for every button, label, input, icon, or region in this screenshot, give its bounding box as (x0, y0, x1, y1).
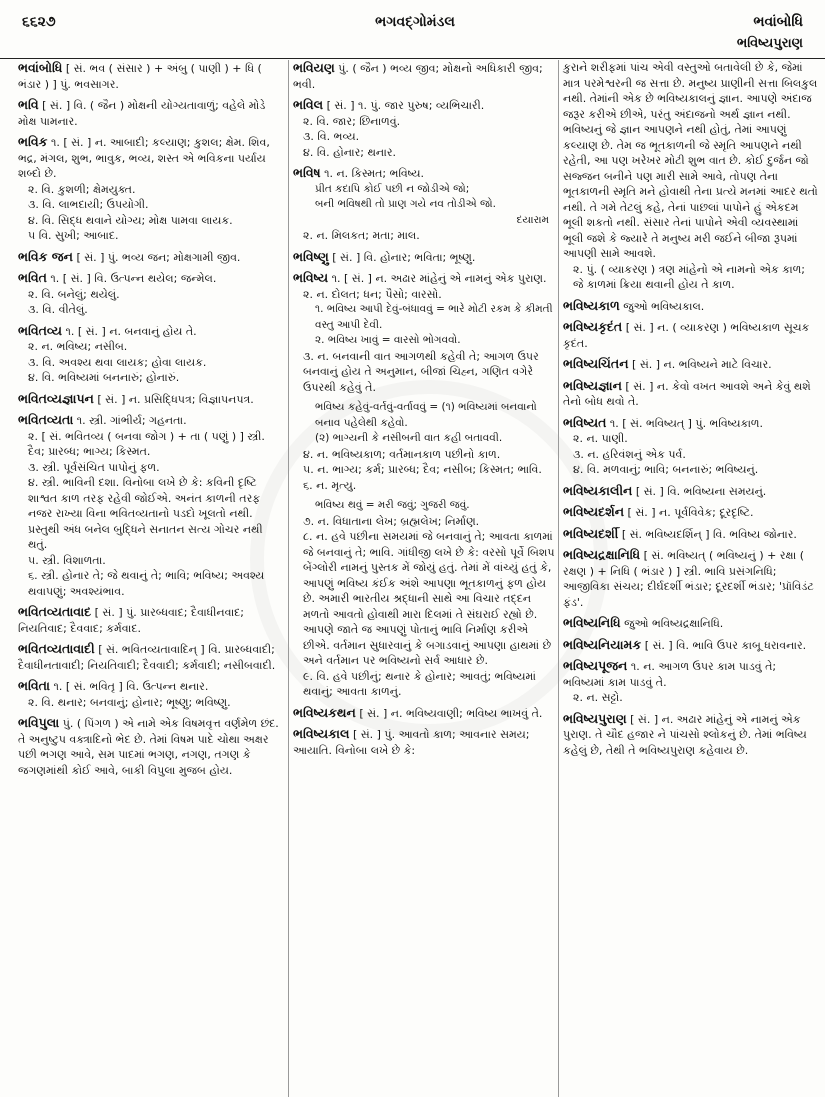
headword: ભવિષ્યકાલ (293, 726, 350, 741)
quotation: ૨. ભવિષ્ય ખાવું = વારસો ભોગવવો. (315, 334, 461, 346)
guide-word-last: ભવિષ્યપુરાણ (736, 36, 803, 51)
headword: ભવિષ્યદ્રક્ષાનિધિ (563, 547, 641, 562)
definition: ૧. [ સં. ] ન. આબાદી; કલ્યાણ; કુશલ; ક્ષેમ. શિવ, ભદ્ર, મંગલ, શુભ, ભાવુક, ભવ્ય, શસ્ત એ ભવિકના પર્યાય શબ્દો છે. (18, 136, 270, 180)
dictionary-entry (293, 498, 555, 700)
entry-line (563, 637, 818, 654)
entry-line (563, 658, 818, 690)
entry-line (293, 60, 555, 92)
sense: ૨. ન. ભવિષ્ય; નસીબ. (28, 340, 128, 353)
definition: [ સં. ] વિ. ભવિષ્યના સમયનું. (635, 484, 767, 498)
definition: [ સં. ભવ ( સંસાર ) + અંબુ ( પાણી ) + ધિ ( ભંડાર ) ] પું. ભવસાગર. (18, 62, 262, 91)
entry-line (18, 412, 280, 429)
dictionary-entry (18, 391, 280, 408)
column-1 (18, 60, 280, 1097)
sense: ૫. ન. ભાગ્ય; કર્મ; પ્રારબ્ધ; દૈવ; નસીબ; કિસ્મત; ભાવિ. (303, 463, 542, 476)
entry-line (293, 705, 555, 722)
definition: ૧. ન. આગળ ઉપર કામ પાડવું તે; ભવિષ્યમાં કામ પાડવું તે. (563, 660, 777, 689)
guide-word-first: ભવાંબોધિ (753, 14, 803, 30)
definition: [ સં. ] ન. અઢાર માંહેનું એ નામનું એક પુરાણ. તે ચૌદ હજાર ને પાંચસો શ્લોકનું છે. તેમાં ભવિષ્ય કહેલું છે, તેથી તે ભવિષ્યપુરાણ કહેવાય છે. (563, 712, 807, 757)
entry-line (563, 356, 818, 373)
entry-line (18, 678, 280, 695)
dictionary-entry (293, 270, 555, 395)
entry-line (18, 270, 280, 287)
definition: ૧. [ સં. ] વિ. ઉત્પન્ન થયેલ; જન્મેલ. (50, 272, 217, 285)
entry-line (18, 249, 280, 266)
headword: ભવિતવ્યતાવાદ (18, 604, 92, 619)
sense: ૩. ન. બનવાની વાત આગળથી કહેવી તે; આગળ ઉપર બનવાનું હોય તે અનુમાન, બીજાં ચિહ્ન, ગણિત વગેરે ઉપરથી કહેવું તે. (303, 349, 539, 394)
sense: ૨. વિ. કુશળી; ક્ષેમયુક્ત. (28, 182, 136, 196)
entry-line (563, 415, 818, 432)
headword: ભવિક જન (18, 248, 73, 264)
entry-line (18, 641, 280, 673)
dictionary-entry (18, 249, 280, 266)
sense: ૨. ન. દોલત; ધન; પૈસો; વારસો. (303, 287, 442, 301)
sense: ૫ વિ. સુખી; આબાદ. (28, 229, 119, 242)
entry-line (293, 249, 555, 266)
quotation: બની ભવિષથી તો પ્રાણ ગયે નવ તોડીએ જો. (315, 198, 496, 210)
sense: ૨. [ સં. ભવિતવ્ય ( બનવા જોગ ) + તા ( પણું ) ] સ્ત્રી. દૈવ; પ્રારબ્ધ; ભાગ્ય; કિસ્મત. (28, 429, 265, 458)
dictionary-entry (18, 604, 280, 636)
headword: ભવિતવ્યતાવાદી (18, 641, 95, 656)
quotation: (૨) ભાગ્યની કે નસીબની વાત કહી બતાવવી. (315, 432, 503, 444)
sense: ૩. વિ. વીતેલું. (28, 303, 88, 316)
entry-line (563, 483, 818, 500)
headword: ભવિષ્યનિયામક (563, 636, 642, 652)
dictionary-entry (293, 400, 555, 493)
dictionary-entry (293, 705, 555, 722)
entry-line (563, 711, 818, 759)
dictionary-entry (18, 134, 280, 244)
sense: ૫. સ્ત્રી. વિશાળતા. (28, 553, 106, 567)
page-number: ૬૬૨૭ (22, 14, 56, 30)
sense: ૭. ન. વિધાતાના લેખ; બ્રહ્મલેખ; નિર્માણ. (303, 514, 480, 528)
headword: ભવિષ્યનિધિ (563, 615, 621, 630)
definition: જુઓ ભવિષ્યકાલ. (623, 299, 705, 313)
entry-line (18, 715, 280, 778)
sense: ૩. વિ. અવશ્ય થવા લાયક; હોવા લાયક. (28, 355, 207, 369)
dictionary-entry (293, 726, 555, 758)
definition: ૧. સ્ત્રી. ગાંભીર્ય; ગહનતા. (76, 414, 187, 427)
sense: ૨. વિ. બનેલું; થયેલું. (28, 287, 120, 301)
headword: ભવિ (18, 97, 39, 112)
sense: ૪. વિ. મળવાનું; ભાવિ; બનનારું; ભવિષ્યનું. (573, 463, 759, 476)
definition: [ સં. ] વિ. ભાવિ ઉપર કાબૂ ધરાવનાર. (644, 638, 807, 652)
definition: [ સં. ] ૧. પું. જાર પુરુષ; વ્યભિચારી. (326, 99, 485, 112)
definition: [ સં. ] વિ. હોનાર; ભવિતા; ભૂષ્ણુ. (332, 250, 476, 264)
dictionary-entry (18, 715, 280, 778)
headword: ભવિષ્યકાલીન (563, 482, 633, 498)
entry-line (18, 97, 280, 129)
column-2 (288, 60, 555, 1097)
definition: કુરાને શરીફમાં પાંચ એવી વસ્તુઓ બતાવેલી છે કે, જેમાં માત્ર પરમેશ્વરની જ સત્તા છે. મનુષ્ય પ્રાણીની સત્તા બિલકુલ નથી. તેમાંની એક છે ભવિષ્યકાલનું જ્ઞાન. આપણે અંદાજ જરૂર કરીએ છીએ, પરંતુ અંદાજનો અર્થ જ્ઞાન નથી. ભવિષ્યનું જે જ્ઞાન આપણને નથી હોતું, તેમાં આપણું કલ્યાણ છે. તેમ જ ભૂતકાળની જે સ્મૃતિ આપણને નથી રહેતી, આ પણ ખરેખર મોટી શુભ વાત છે. કોઈ દુર્જન જો સજ્જન બનીને પણ મારી સામે આવે, તોપણ તેના ભૂતકાળની સ્મૃતિ મને હોવાથી તેના પ્રત્યે મનમાં આદર થતો નથી. તે ગમે તેટલું કહે, તેનાં પાછલાં પાપોને હું એકદમ ભૂલી શકતો નથી. સંસાર તેનાં પાપોને એવી વ્યવસ્થામાં ભૂલી જશે કે જ્યારે તે મનુષ્ય મરી જઈને બીજા રૂપમાં આપણી સામે આવશે. (563, 61, 818, 260)
entry-line (18, 134, 280, 182)
definition: [ સં. ભવિષ્યત્ ( ભવિષ્યનું ) + રક્ષા ( રક્ષણ ) + નિધિ ( ભંડાર ) ] સ્ત્રી. ભાવિ પ્રસંગનિધિ; આજીવિકા સંચય; દીર્ઘદર્શી ભંડાર; દૂરદર્શી ભંડાર; 'પ્રૉવિડંટ ફંડ'. (563, 549, 814, 609)
dictionary-entry (563, 526, 818, 543)
dictionary-entry (563, 356, 818, 373)
entry-line (293, 270, 555, 287)
sense: ૬. સ્ત્રી. હોનાર તે; જે થવાનું તે; ભાવિ; ભવિષ્ય; અવશ્ય થવાપણું; અવશ્યંભાવ. (28, 569, 265, 598)
sense: ૨. પું. ( વ્યાકરણ ) ત્રણ માંહેનો એ નામનો એક કાળ; જે કાળમાં ક્રિયા થવાની હોય તે કાળ. (573, 262, 806, 291)
entry-line (563, 547, 818, 610)
definition: [ સં. ] ન. પ્રસિદ્ધિપત્ર; વિજ્ઞાપનપત્ર. (97, 392, 254, 406)
entry-line (563, 378, 818, 410)
headword: ભવિષ્યકથન (293, 704, 356, 720)
quotation: ૧. ભવિષ્ય આપી દેવું-બંધાવવું = ભારે મોટી રકમ કે કીમતી વસ્તુ આપી દેવી. (315, 303, 553, 331)
page-header (0, 0, 825, 59)
dictionary-entry (18, 60, 280, 92)
headword: ભવિષ્યત (563, 414, 607, 430)
quotation: પ્રીત કદાપિ કોઈ પછી ન જોડીએ જો; (315, 182, 470, 195)
entry-line (563, 319, 818, 351)
dictionary-entry (563, 658, 818, 706)
dictionary-entry (563, 415, 818, 478)
definition: ૧. ન. કિસ્મત; ભવિષ્ય. (324, 167, 425, 180)
definition: [ સં. ] વિ. ( જૈન ) મોક્ષની યોગ્યતાવાળું; વહેલે મોડે મોક્ષ પામનાર. (18, 99, 266, 128)
definition: ૧. [ સં. ] ન. બનવાનું હોય તે. (65, 324, 197, 338)
dictionary-entry (563, 483, 818, 500)
sense: ૪. વિ. ભવિષ્યમાં બનનારું; હોનારું. (28, 371, 180, 384)
sense: ૪. વિ. સિદ્ધ થવાને યોગ્ય; મોક્ષ પામવા લાયક. (28, 213, 233, 227)
dictionary-entry (563, 60, 818, 293)
sense: ૨. ન. મિલકત; મતા; માલ. (303, 229, 420, 242)
definition: જુઓ ભવિષ્યદ્રક્ષાનિધિ. (624, 617, 724, 630)
headword: ભવાંબોધિ (18, 60, 63, 75)
entry-line (18, 604, 280, 636)
dictionary-entry (18, 641, 280, 673)
dictionary-entry (18, 412, 280, 599)
definition: ૧. [ સં. ] ન. અઢાર માંહેનું એ નામનું એક પુરાણ. (331, 272, 547, 285)
quotation: ભવિષ્ય થવું = મરી જવું; ગુજરી જવું. (315, 499, 470, 511)
dictionary-entry (563, 298, 818, 315)
dictionary-entry (563, 319, 818, 351)
headword: ભવિત (18, 270, 47, 285)
entry-line (18, 391, 280, 408)
dictionary-entry (563, 711, 818, 759)
entry-line (293, 165, 555, 182)
sense: ૨. ન. પાણી. (573, 432, 628, 445)
headword: ભવિષ્યપૂજન (563, 658, 628, 673)
entry-line (293, 97, 555, 114)
quotation: ભવિષ્ય કહેવું-વર્તવું-વર્તાવવું = (૧) ભવિષ્યમાં બનવાનો બનાવ પહેલેથી કહેવો. (315, 401, 537, 429)
headword: ભવિષ (293, 165, 321, 180)
dictionary-entry (293, 165, 555, 244)
definition: [ સં. ] પું. પ્રારબ્ધવાદ; દૈવાધીનવાદ; નિયતિવાદ; દૈવવાદ; કર્મવાદ. (18, 606, 244, 635)
headword: ભવિષ્યદર્શન (563, 504, 625, 519)
entry-line (563, 526, 818, 543)
dictionary-entry (563, 547, 818, 610)
column-3 (558, 60, 818, 1097)
entry-line (293, 726, 555, 758)
definition: પું. ( પિંગળ ) એ નામે એક વિષમવૃત્ત વર્ણમેળ છંદ. તે અનુષ્ટુપ વક્ત્રાદિનો ભેદ છે. તેમાં વિષમ પાદે ચોથા અક્ષર પછી ભગણ આવે, સમ પાદમાં ભગણ, નગણ, તગણ કે જગણમાંથી કોઈ આવે, બાકી વિપુલા મુજબ હોય. (18, 717, 279, 777)
sense: ૨. ન. સટ્ટો. (573, 691, 623, 704)
dictionary-entry (18, 97, 280, 129)
sense: ૪. વિ. હોનાર; થનાર. (303, 145, 397, 159)
dictionary-entry (563, 615, 818, 632)
sense: ૯. વિ. હવે પછીનું; થનાર કે હોનાર; આવતું; ભવિષ્યમાં થવાનું; આવતા કાળનું. (303, 669, 537, 698)
headword: ભવિતવ્યતા (18, 412, 74, 427)
definition: ૧. [ સં. ભવિતૃ ] વિ. ઉત્પન્ન થનાર. (53, 680, 209, 693)
definition: [ સં. ] ન. પૂર્વવિવેક; દૂરદૃષ્ટિ. (627, 506, 754, 519)
headword: ભવિક (18, 134, 48, 149)
dictionary-entry (293, 249, 555, 266)
headword: ભવિતવ્ય (18, 322, 62, 338)
headword: ભવિષ્યદર્શી (563, 525, 619, 541)
definition: [ સં. ] ન. ભવિષ્યને માટે વિચાર. (632, 358, 772, 371)
entry-line (18, 323, 280, 340)
sense: ૪. સ્ત્રી. ભાવિની દશા. વિનોબા લખે છે કે: કવિની દૃષ્ટિ શાશ્વત કાળ તરફ રહેવી જોઈએ. અનંત કાળની તરફ નજર રાખ્યા વિના ભવિતવ્યતાનો પડદો ખૂલતો નથી. પ્રસ્તુથી અંધ બનેલ બુદ્ધિને સનાતન સત્ય ગોચર નથી થતું. (28, 476, 263, 551)
definition: [ સં. ] ન. કેવો વખત આવશે અને કેવું થશે તેનો બોધ થવો તે. (563, 379, 811, 408)
sense: ૩. ન. હરિવંશનું એક પર્વ. (573, 447, 686, 461)
definition: [ સં. ] પું. ભવ્ય જન; મોક્ષગામી જીવ. (76, 250, 241, 264)
headword: ભવિષ્ય (293, 270, 329, 285)
headword: ભવિતા (18, 678, 50, 693)
sense: ૪. ન. ભવિષ્યકાળ; વર્તમાનકાળ પછીનો કાળ. (303, 447, 501, 461)
citation: દયારામ (516, 213, 549, 226)
entry-line (18, 60, 280, 92)
dictionary-entry (18, 678, 280, 710)
headword: ભવિષ્યકૃદંત (563, 319, 623, 334)
dictionary-entry (563, 504, 818, 521)
entry-line (563, 298, 818, 315)
sense: ૩. વિ. ભવ્ય. (303, 130, 360, 143)
page-title: ભગવદ્ગોમંડલ (375, 14, 455, 30)
dictionary-columns (0, 60, 825, 1097)
dictionary-entry (293, 97, 555, 160)
entry-line (563, 60, 818, 262)
headword: ભવિષ્યજ્ઞાન (563, 377, 622, 393)
headword: ભવિતવ્યજ્ઞાપન (18, 390, 94, 406)
entry-line (563, 504, 818, 521)
sense: ૮. ન. હવે પછીના સમયમાં જે બનવાનું તે; આવતા કાળમાં જે બનવાનું તે; ભાવિ. ગાંધીજી લખે છે કે: વરસો પૂર્વે બિશપ બેંગ્લોરી નામનું પુસ્તક મેં જોયું હતું. તેમાં મેં વાંચ્યું હતું કે, આપણું ભવિષ્ય કંઈક અંશે આપણા ભૂતકાળનું ફળ હોય છે. અમારી ભારતીય શ્રદ્ધાની સાથે આ વિચાર તદ્દન મળતો આવતો હોવાથી મારા દિલમાં તે સંઘરાઈ રહ્યો છે. આપણે જાતે જ આપણું પોતાનું ભાવિ નિર્માણ કરીએ છીએ. વર્તમાન સુધારવાનું કે બગાડવાનું આપણા હાથમાં છે અને વર્તમાન પર ભવિષ્યનો સર્વ આધાર છે. (303, 530, 555, 667)
sense: ૩. સ્ત્રી. પૂર્વસંચિત પાપોનું ફળ. (28, 460, 160, 474)
headword: ભવિયણ (293, 60, 335, 75)
headword: ભવિષ્ણુ (293, 248, 329, 264)
definition: [ સં. ભવિતવ્યતાવાદિન્ ] વિ. પ્રારબ્ધવાદી; દૈવાધીનતાવાદી; નિયતિવાદી; દૈવવાદી; કર્મવાદી; નસીબવાદી. (18, 643, 276, 672)
sense: ૩. વિ. લાભદાયી; ઉપયોગી. (28, 198, 149, 211)
dictionary-entry (563, 378, 818, 410)
headword: ભવિષ્યકાળ (563, 297, 620, 313)
definition: ૧. [ સં. ભવિષ્યત્ ] પું. ભવિષ્યકાળ. (609, 416, 763, 430)
sense: ૬. ન. મૃત્યુ. (303, 478, 357, 492)
definition: [ સં. ] ન. ( વ્યાકરણ ) ભવિષ્યકાળ સૂચક કૃદંત. (563, 321, 810, 350)
dictionary-entry (563, 637, 818, 654)
headword: ભવિપુલા (18, 715, 60, 730)
definition: [ સં. ભવિષ્યદર્શિન્ ] વિ. ભવિષ્ય જોનાર. (621, 527, 797, 541)
headword: ભવિલ (293, 97, 324, 112)
dictionary-entry (18, 323, 280, 386)
definition: [ સં. ] પું. આવતો કાળ; આવનાર સમય; આયાતિ. વિનોબા લખે છે કે: (293, 728, 530, 757)
dictionary-entry (18, 270, 280, 318)
entry-line (563, 615, 818, 632)
dictionary-entry (293, 60, 555, 92)
sense: ૨. વિ. જાર; છિનાળવું. (303, 114, 401, 128)
definition: [ સં. ] ન. ભવિષ્યવાણી; ભવિષ્ય ભાખવું તે. (359, 706, 543, 720)
headword: ભવિષ્યપુરાણ (563, 710, 627, 726)
definition: પું. ( જૈન ) ભવ્ય જીવ; મોક્ષનો અધિકારી જીવ; ભવી. (293, 62, 543, 91)
headword: ભવિષ્યચિંતન (563, 356, 629, 371)
sense: ૨. વિ. થનાર; બનવાનું; હોનાર; ભૂષ્ણુ; ભવિષ્ણુ. (28, 695, 231, 709)
